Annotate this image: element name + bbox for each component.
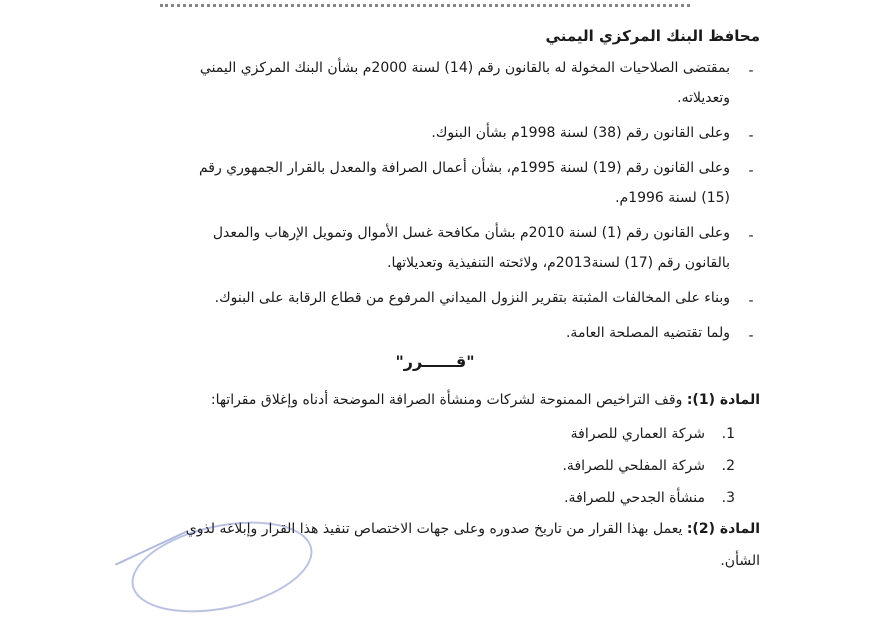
list-item-number: 2.	[721, 458, 735, 474]
article-1-text: وقف التراخيص الممنوحة لشركات ومنشأة الصرافة الموضحة أدناه وإغلاق مقراتها:	[210, 392, 683, 408]
article-2-label: المادة (2):	[686, 521, 760, 537]
preamble-line: وتعديلاته.	[677, 90, 730, 106]
article-2-text-continued: الشأن.	[720, 553, 760, 569]
exchange-company-name: شركة العماري للصرافة	[570, 426, 705, 442]
cut-off-heading-text	[160, 0, 690, 7]
preamble-bullet: -	[748, 63, 754, 79]
preamble-bullet: -	[748, 163, 754, 179]
list-item-number: 1.	[721, 426, 735, 442]
article-1	[211, 392, 760, 408]
issuer-title: محافظ البنك المركزي اليمني	[545, 27, 760, 45]
exchange-company-name: شركة المفلحي للصرافة.	[562, 458, 705, 474]
preamble-line: ولما تقتضيه المصلحة العامة.	[565, 325, 730, 341]
preamble-line: بالقانون رقم (17) لسنة2013م، ولائحته التنفيذية وتعديلاتها.	[387, 255, 730, 271]
list-item-number: 3.	[721, 490, 735, 506]
preamble-bullet: -	[748, 228, 754, 244]
preamble-line: وعلى القانون رقم (19) لسنة 1995م، بشأن أعمال الصرافة والمعدل بالقرار الجمهوري رقم	[198, 160, 730, 176]
preamble-bullet: -	[748, 128, 754, 144]
article-2-text: يعمل بهذا القرار من تاريخ صدوره وعلى جهات الاختصاص تنفيذ هذا القرار وإبلاغه لذوي	[185, 521, 683, 537]
preamble-line: وبناء على المخالفات المثبتة بتقرير النزول الميداني المرفوع من قطاع الرقابة على البنوك.	[214, 290, 730, 306]
preamble-line: وعلى القانون رقم (1) لسنة 2010م بشأن مكافحة غسل الأموال وتمويل الإرهاب والمعدل	[212, 225, 730, 241]
preamble-bullet: -	[748, 328, 754, 344]
preamble-bullet: -	[748, 293, 754, 309]
decision-heading: "قــــــرر"	[395, 352, 475, 371]
exchange-company-name: منشأة الجدحي للصرافة.	[564, 490, 705, 506]
preamble-line: (15) لسنة 1996م.	[615, 190, 730, 206]
article-1-label: المادة (1):	[686, 392, 760, 408]
preamble-line: وعلى القانون رقم (38) لسنة 1998م بشأن البنوك.	[431, 125, 730, 141]
preamble-line: بمقتضى الصلاحيات المخولة له بالقانون رقم (14) لسنة 2000م بشأن البنك المركزي اليمني	[199, 60, 730, 76]
